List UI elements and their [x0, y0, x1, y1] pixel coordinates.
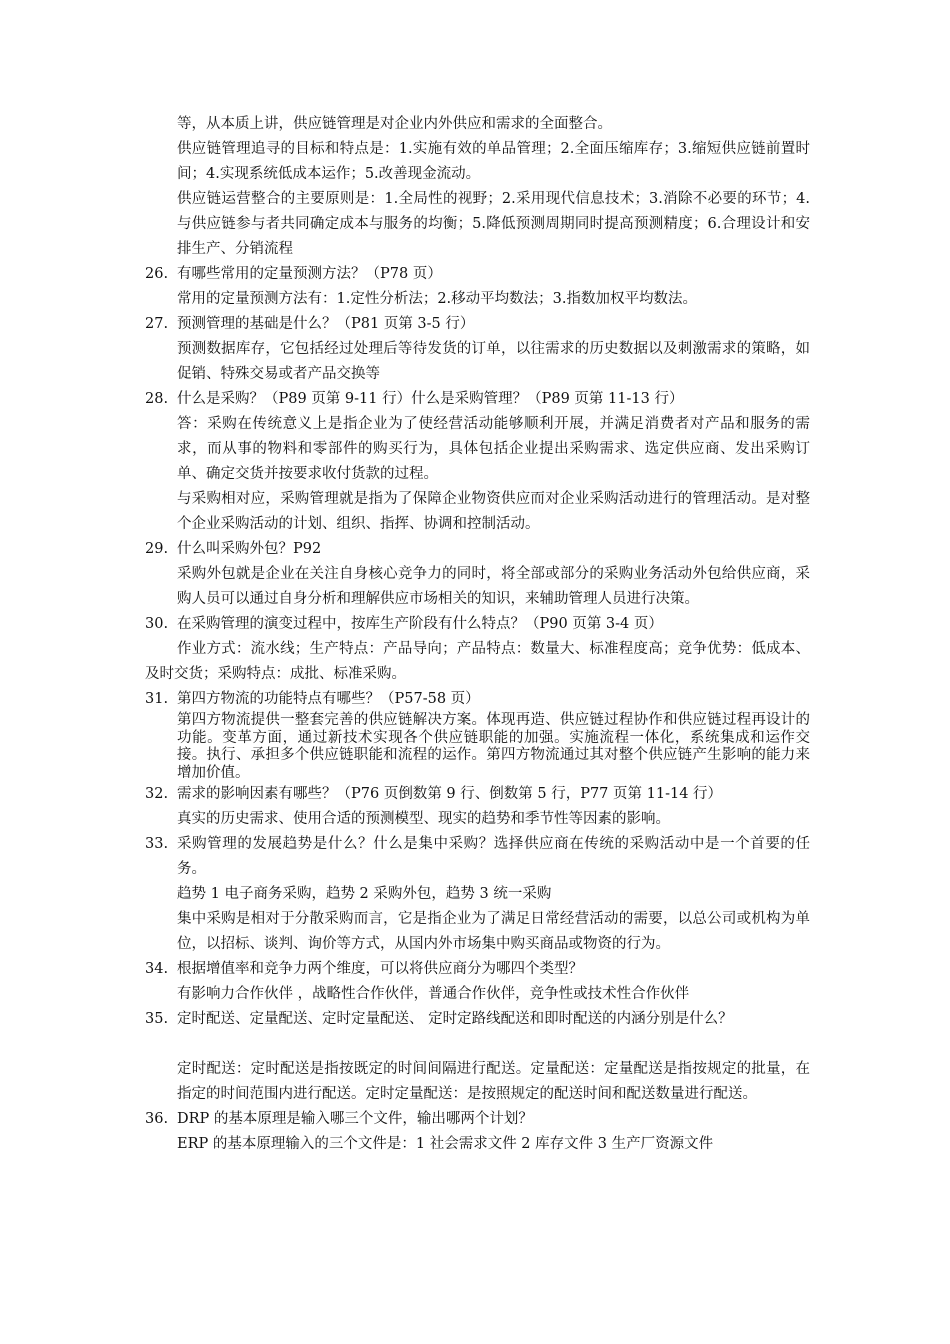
question-number: 28. — [145, 391, 169, 407]
question-number: 32. — [145, 786, 169, 802]
question-number: 29. — [145, 541, 169, 557]
intro-paragraph-2: 供应链管理追寻的目标和特点是：1.实施有效的单品管理；2.全面压缩库存；3.缩短供应链前置时间；4.实现系统低成本运作；5.改善现金流动。 — [177, 141, 810, 182]
answer-28-part-1: 答：采购在传统意义上是指企业为了使经营活动能够顺利开展，并满足消费者对产品和服务的需求，而从事的物料和零部件的购买行为，具体包括企业提出采购需求、选定供应商、发出采购订单、确定交货并按要求收付货款的过程。 — [177, 416, 810, 482]
question-text: 有哪些常用的定量预测方法？（P78 页） — [177, 266, 442, 282]
answer-33-part-2: 集中采购是相对于分散采购而言，它是指企业为了满足日常经营活动的需要，以总公司或机构为单位，以招标、谈判、询价等方式，从国内外市场集中购买商品或物资的行为。 — [177, 911, 810, 952]
question-text: 第四方物流的功能特点有哪些？（P57-58 页） — [177, 691, 480, 707]
question-text: 采购管理的发展趋势是什么？什么是集中采购？选择供应商在传统的采购活动中是一个首要的任务。 — [177, 836, 810, 877]
question-36 — [145, 1107, 810, 1132]
question-number: 31. — [145, 691, 169, 707]
question-text: 在采购管理的演变过程中，按库生产阶段有什么特点？（P90 页第 3-4 页） — [177, 616, 663, 632]
question-number: 27. — [145, 316, 169, 332]
question-29 — [145, 537, 810, 562]
question-33 — [145, 832, 810, 882]
question-text: 预测管理的基础是什么？（P81 页第 3-5 行） — [177, 316, 475, 332]
question-text: 需求的影响因素有哪些？（P76 页倒数第 9 行、倒数第 5 行，P77 页第 11-14 行） — [177, 786, 723, 802]
question-text: 定时配送、定量配送、定时定量配送、 定时定路线配送和即时配送的内涵分别是什么？ — [177, 1011, 733, 1027]
question-number: 34. — [145, 961, 169, 977]
answer-29: 采购外包就是企业在关注自身核心竞争力的同时，将全部或部分的采购业务活动外包给供应商，采购人员可以通过自身分析和理解供应市场相关的知识，来辅助管理人员进行决策。 — [177, 566, 810, 607]
question-27 — [145, 312, 810, 337]
question-number: 26. — [145, 266, 169, 282]
answer-30: 作业方式：流水线；生产特点：产品导向；产品特点：数量大、标准程度高；竞争优势：低成本、及时交货；采购特点：成批、标准采购。 — [145, 641, 810, 682]
intro-paragraph-1: 等，从本质上讲，供应链管理是对企业内外供应和需求的全面整合。 — [177, 116, 612, 132]
blank-line — [145, 1032, 810, 1057]
question-35 — [145, 1007, 810, 1032]
question-31 — [145, 687, 810, 712]
answer-32: 真实的历史需求、使用合适的预测模型、现实的趋势和季节性等因素的影响。 — [177, 811, 670, 827]
question-text: 什么叫采购外包？P92 — [177, 541, 322, 557]
question-30 — [145, 612, 810, 637]
question-text: 什么是采购？（P89 页第 9-11 行）什么是采购管理？（P89 页第 11-13 行） — [177, 391, 684, 407]
answer-27: 预测数据库存，它包括经过处理后等待发货的订单，以往需求的历史数据以及刺激需求的策略，如促销、特殊交易或者产品交换等 — [177, 341, 810, 382]
question-number: 36. — [145, 1111, 169, 1127]
document-body — [145, 112, 810, 1157]
answer-28-part-2: 与采购相对应，采购管理就是指为了保障企业物资供应而对企业采购活动进行的管理活动。是对整个企业采购活动的计划、组织、指挥、协调和控制活动。 — [177, 491, 810, 532]
question-text: 根据增值率和竞争力两个维度，可以将供应商分为哪四个类型？ — [177, 961, 583, 977]
question-34 — [145, 957, 810, 982]
answer-33-part-1: 趋势 1 电子商务采购，趋势 2 采购外包，趋势 3 统一采购 — [177, 886, 552, 902]
question-number: 35. — [145, 1011, 169, 1027]
answer-34: 有影响力合作伙伴 ，战略性合作伙伴，普通合作伙伴，竞争性或技术性合作伙伴 — [177, 986, 690, 1002]
question-number: 30. — [145, 616, 169, 632]
intro-paragraph-3: 供应链运营整合的主要原则是：1.全局性的视野；2.采用现代信息技术；3.消除不必要的环节；4.与供应链参与者共同确定成本与服务的均衡；5.降低预测周期同时提高预测精度；6.合理设计和安排生产、分销流程 — [177, 191, 810, 257]
answer-35: 定时配送：定时配送是指按既定的时间间隔进行配送。定量配送：定量配送是指按规定的批量，在指定的时间范围内进行配送。定时定量配送：是按照规定的配送时间和配送数量进行配送。 — [177, 1061, 810, 1102]
question-26 — [145, 262, 810, 287]
question-text: DRP 的基本原理是输入哪三个文件，输出哪两个计划？ — [177, 1111, 533, 1127]
question-number: 33. — [145, 836, 169, 852]
answer-26: 常用的定量预测方法有：1.定性分析法；2.移动平均数法；3.指数加权平均数法。 — [177, 291, 698, 307]
answer-31: 第四方物流提供一整套完善的供应链解决方案。体现再造、供应链过程协作和供应链过程再设计的功能。变革方面，通过新技术实现各个供应链职能的加强。实施流程一体化，系统集成和运作交接。执行、承担多个供应链职能和流程的运作。第四方物流通过其对整个供应链产生影响的能力来增加价值。 — [177, 712, 810, 781]
answer-36: ERP 的基本原理输入的三个文件是：1 社会需求文件 2 库存文件 3 生产厂资源文件 — [177, 1136, 714, 1152]
question-28 — [145, 387, 810, 412]
question-32 — [145, 782, 810, 807]
